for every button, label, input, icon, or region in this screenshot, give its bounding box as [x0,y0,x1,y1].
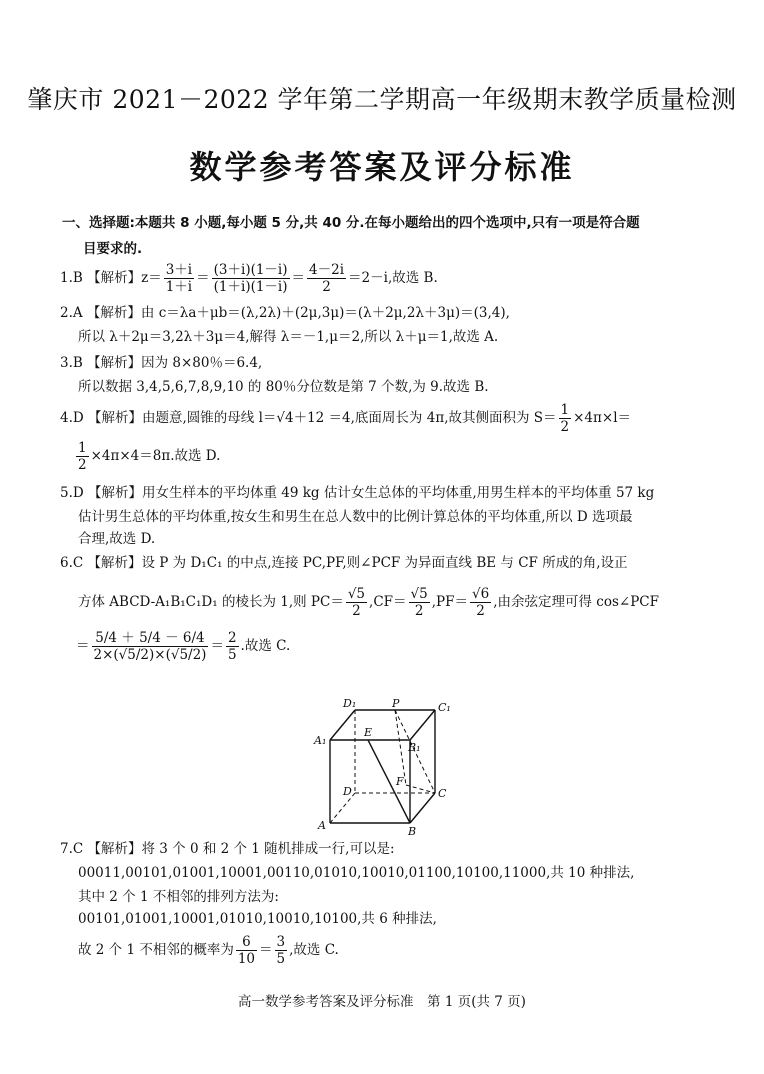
equals: ＝ [291,270,306,286]
label-D1: D₁ [343,697,357,710]
label-D: D [343,785,352,798]
denominator: (1＋i)(1－i) [213,279,288,295]
answer-6-line2 [78,586,659,619]
section-heading-line2: 目要求的. [83,241,143,257]
edge-C1B1 [410,710,435,740]
section-heading [62,210,712,262]
answer-6-text: ,由余弦定理可得 cos∠PCF [493,594,659,610]
fraction [212,262,290,295]
answer-1-lead: 1.B 【解析】z＝ [60,270,162,286]
numerator: 3＋i [165,262,193,278]
denominator: 2 [476,603,485,619]
page-subtitle: 数学参考答案及评分标准 [189,148,575,186]
fraction [164,262,194,295]
answer-7-text: 故 2 个 1 不相邻的概率为 [78,942,234,958]
answer-2-line1: 2.A 【解析】由 c＝λa＋μb＝(λ,2λ)＋(2μ,3μ)＝(λ＋2μ,2λ＋3μ)＝(3,4), [60,305,510,321]
answer-5-line2: 估计男生总体的平均体重,按女生和男生在总人数中的比例计算总体的平均体重,所以 D 选项最 [78,509,633,525]
denominator: 10 [237,951,256,967]
answer-2-line2: 所以 λ＋2μ＝3,2λ＋3μ＝4,解得 λ＝－1,μ＝2,所以 λ＋μ＝1,故选 A. [78,329,499,345]
equals: ＝ [196,270,210,286]
numerator: 2 [227,630,237,646]
denominator: 2 [414,603,424,619]
denominator: 5 [227,647,237,663]
answer-6-text: .故选 C. [240,638,291,654]
numerator: (3＋i)(1－i) [213,262,288,278]
answer-4-line2 [74,440,220,473]
answer-4-text: 4.D 【解析】由题意,圆锥的母线 l＝√4＋12 ＝4,底面周长为 4π,故其侧面积为 S＝ [60,410,557,426]
fraction [76,440,89,473]
answer-7-line3: 其中 2 个 1 不相邻的排列方法为: [78,889,279,905]
answer-6-text: ,PF＝ [431,594,468,610]
equals: ＝ [76,638,90,654]
label-E: E [364,726,373,739]
denominator: 2 [78,457,87,473]
answer-4-line1 [60,402,631,435]
answer-5-line1: 5.D 【解析】用女生样本的平均体重 49 kg 估计女生总体的平均体重,用男生样本的平均体重 57 kg [60,485,655,501]
label-C1: C₁ [438,701,451,714]
numerator: √5 [410,586,428,602]
fraction [236,934,257,967]
numerator: 1 [78,440,87,456]
big-fraction [92,630,209,663]
label-A1: A₁ [314,734,327,747]
fraction [409,586,430,619]
label-B: B [408,825,417,838]
numerator: 5/4 ＋ 5/4 － 6/4 [92,630,209,647]
denominator: 2 [560,419,570,435]
label-F: F [396,775,404,788]
answer-5-line3: 合理,故选 D. [78,531,156,547]
answer-7-line5 [78,934,339,967]
answer-6-line3 [76,630,290,663]
cube-diagram [310,695,460,840]
denominator: 2 [352,603,361,619]
answer-1 [60,262,438,295]
numerator: √5 [347,586,366,602]
denominator: 2 [322,279,331,295]
numerator: 6 [236,934,257,951]
answer-6-text: 方体 ABCD-A₁B₁C₁D₁ 的棱长为 1,则 PC＝ [78,594,344,610]
edge-A1D1 [330,710,355,740]
answer-7-line2: 00011,00101,01001,10001,00110,01010,10010,01100,10100,11000,共 10 种排法, [78,865,635,881]
label-B1: B₁ [408,741,421,754]
answer-6-line1: 6.C 【解析】设 P 为 D₁C₁ 的中点,连接 PC,PF,则∠PCF 为异面直线 BE 与 CF 所成的角,设正 [60,555,628,571]
answer-7-line1: 7.C 【解析】将 3 个 0 和 2 个 1 随机排成一行,可以是: [60,841,395,857]
hidden-segment-PF [395,710,406,785]
fraction [226,630,239,663]
numerator: √6 [471,586,490,602]
denominator: 1＋i [165,279,193,295]
answer-4-text: ×4π×l＝ [573,410,632,426]
answer-3-line1: 3.B 【解析】因为 8×80％＝6.4, [60,355,263,371]
equals: ＝ [210,638,224,654]
numerator: 4－2i [309,262,345,278]
answer-7-line4: 00101,01001,10001,01010,10010,10100,共 6 种排法, [78,911,437,927]
answer-1-tail: ＝2－i,故选 B. [348,270,438,286]
label-A: A [318,819,326,832]
denominator: 2×(√5/2)×(√5/2) [93,647,207,663]
numerator: 3 [276,934,286,950]
denominator: 5 [276,951,286,967]
edge-CB [410,793,435,823]
fraction [559,402,572,435]
answer-3-line2: 所以数据 3,4,5,6,7,8,9,10 的 80％分位数是第 7 个数,为 9.故选 B. [78,379,489,395]
answer-7-text: ,故选 C. [289,942,339,958]
label-P: P [392,697,400,710]
answer-6-text: ,CF＝ [369,594,407,610]
fraction [307,262,346,295]
fraction [346,586,367,619]
segment-BE [368,740,410,823]
page-footer: 高一数学参考答案及评分标准 第 1 页(共 7 页) [238,994,526,1010]
numerator: 1 [560,402,570,418]
section-heading-line1: 一、选择题:本题共 8 小题,每小题 5 分,共 40 分.在每小题给出的四个选项中,只有一项是符合题 [62,215,640,231]
page-title: 肇庆市 2021－2022 学年第二学期高一年级期末教学质量检测 [27,85,737,114]
fraction [275,934,288,967]
answer-4-text: ×4π×4＝8π.故选 D. [90,448,221,464]
label-C: C [438,787,447,800]
fraction [470,586,491,619]
equals: ＝ [259,942,273,958]
